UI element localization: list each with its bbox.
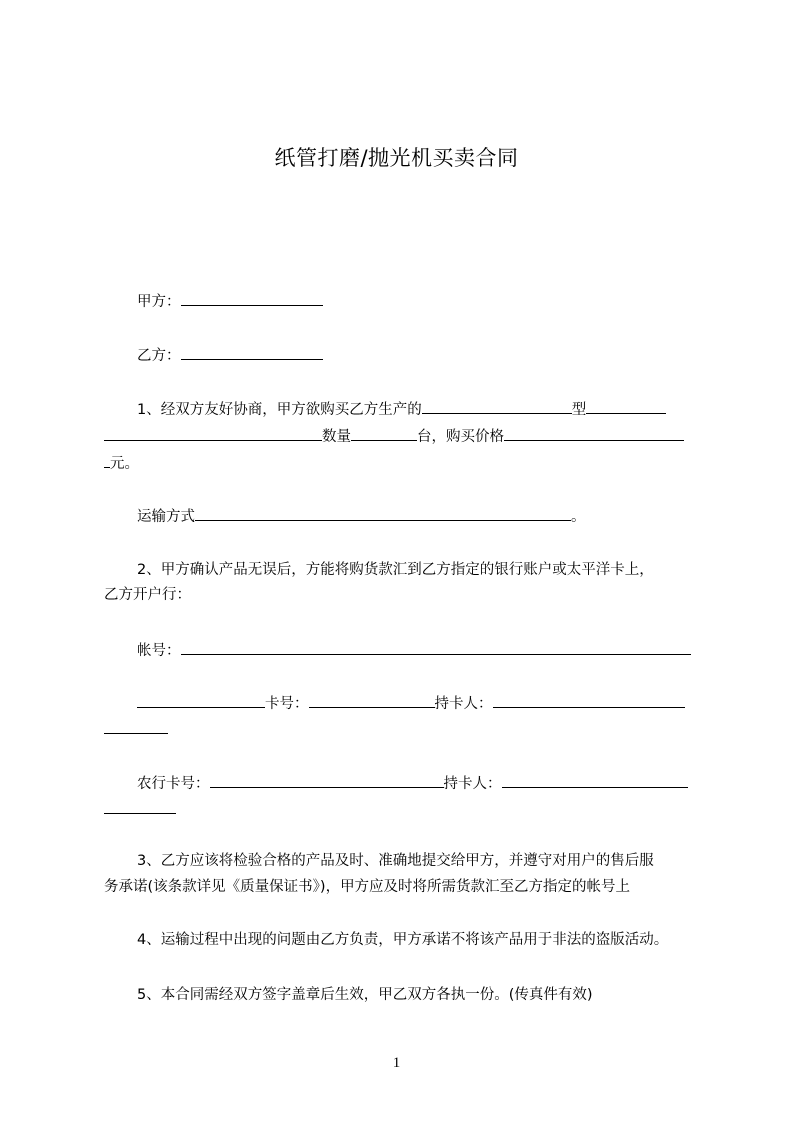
transport-line xyxy=(137,505,586,527)
card-label: 卡号： xyxy=(265,696,309,712)
document-title: 纸管打磨/抛光机买卖合同 xyxy=(274,146,519,170)
party-a-label: 甲方： xyxy=(137,294,181,310)
clause1-text-d: 台，购买价格 xyxy=(417,429,504,445)
clause1-line2 xyxy=(104,425,684,447)
clause3-line2: 务承诺(该条款详见《质量保证书》)，甲方应及时将所需货款汇至乙方指定的帐号上 xyxy=(104,879,631,895)
clause1-line3 xyxy=(104,452,139,474)
card-number-blank[interactable] xyxy=(309,692,435,708)
account-line xyxy=(137,639,691,661)
party-b-label: 乙方： xyxy=(137,348,181,364)
account-label: 帐号： xyxy=(137,643,181,659)
clause5-line: 5、本合同需经双方签字盖章后生效，甲乙双方各执一份。(传真件有效) xyxy=(137,987,593,1003)
party-b-blank[interactable] xyxy=(181,344,323,360)
clause3-line1: 3、乙方应该将检验合格的产品及时、准确地提交给甲方，并遵守对用户的售后服 xyxy=(137,853,654,869)
clause2-line2: 乙方开户行： xyxy=(104,587,191,603)
abc-card-label: 农行卡号： xyxy=(137,776,210,792)
quantity-blank[interactable] xyxy=(351,425,417,441)
transport-label: 运输方式 xyxy=(137,509,195,525)
clause4-line: 4、运输过程中出现的问题由乙方负责，甲方承诺不将该产品用于非法的盗版活动。 xyxy=(137,932,669,948)
abc-holder-blank[interactable] xyxy=(502,772,688,788)
party-b-line xyxy=(137,344,323,366)
card-holder-label: 持卡人： xyxy=(434,696,493,712)
model-blank-cont[interactable] xyxy=(104,425,322,441)
transport-end: 。 xyxy=(571,509,586,525)
page-number: 1 xyxy=(392,1055,401,1071)
abc-card-line xyxy=(137,772,688,794)
party-a-blank[interactable] xyxy=(181,290,323,306)
transport-blank[interactable] xyxy=(195,505,571,521)
clause1-text-e: 元。 xyxy=(110,456,139,472)
clause1-text-a: 1、经双方友好协商，甲方欲购买乙方生产的 xyxy=(137,402,422,418)
abc-holder-label: 持卡人： xyxy=(443,776,502,792)
abc-card-number-blank[interactable] xyxy=(210,772,444,788)
clause1-text-c: 数量 xyxy=(322,429,351,445)
card-line-cont xyxy=(104,718,168,740)
card-holder-blank-cont[interactable] xyxy=(104,718,168,734)
abc-holder-blank-cont[interactable] xyxy=(104,798,176,814)
product-blank[interactable] xyxy=(422,398,572,414)
bank-blank[interactable] xyxy=(137,692,265,708)
clause1-text-b: 型 xyxy=(571,402,587,418)
abc-card-line-cont xyxy=(104,798,176,820)
price-blank[interactable] xyxy=(504,425,684,441)
account-blank[interactable] xyxy=(181,639,691,655)
party-a-line xyxy=(137,290,323,312)
clause1-line1 xyxy=(137,398,666,420)
model-blank[interactable] xyxy=(586,398,666,414)
clause2-line1: 2、甲方确认产品无误后，方能将购货款汇到乙方指定的银行账户或太平洋卡上， xyxy=(137,562,654,578)
card-holder-blank[interactable] xyxy=(493,692,685,708)
card-line xyxy=(137,692,685,714)
